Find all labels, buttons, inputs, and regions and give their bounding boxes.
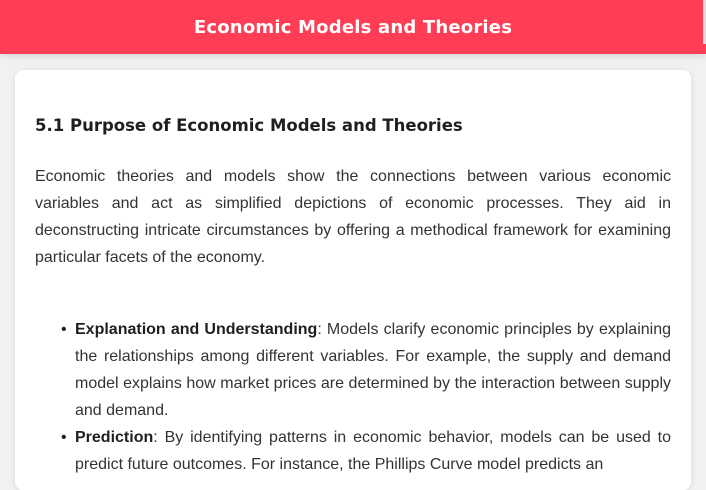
purpose-list [35,316,671,478]
list-item [61,316,671,424]
list-item-term: Prediction [75,429,154,446]
page-header [0,0,706,54]
list-item [61,424,671,478]
list-item-text: : By identifying patterns in economic behavior, models can be used to predict future outcomes. For instance, the Phillips Curve model predicts an [75,429,671,473]
list-item-term: Explanation and Understanding [75,321,318,338]
bullet-icon: • [61,429,67,446]
bullet-icon: • [61,321,67,338]
intro-paragraph: Economic theories and models show the connections between various economic variables and act as simplified depictions of economic processes. They aid in deconstructing intricate circumstances by offering a methodical framework for examining particular facets of the economy. [35,168,671,266]
page-title: Economic Models and Theories [193,16,513,38]
section-heading: 5.1 Purpose of Economic Models and Theories [35,116,463,135]
list-item-text: : Models clarify economic principles by explaining the relationships among different variables. For example, the supply and demand model explains how market prices are determined by the interaction between supply and demand. [75,321,671,419]
content-card [15,70,691,490]
